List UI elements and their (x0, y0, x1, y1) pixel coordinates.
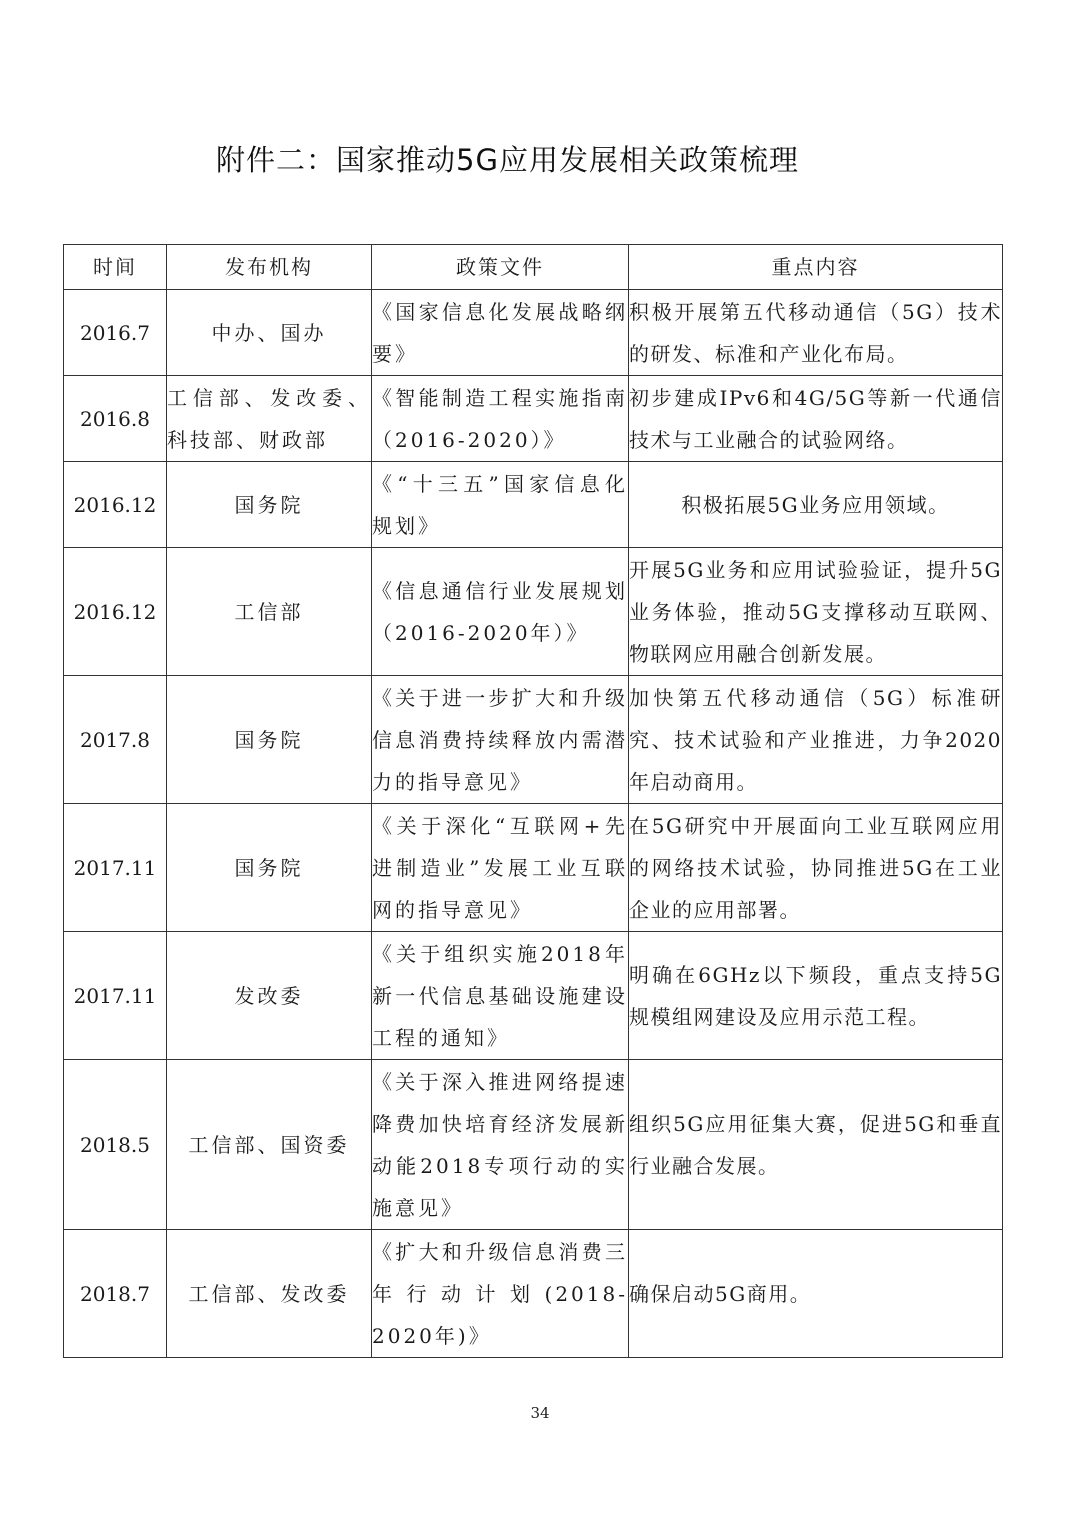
cell-date: 2016.12 (64, 462, 167, 548)
cell-org: 中办、国办 (167, 290, 372, 376)
column-header-org: 发布机构 (167, 245, 372, 290)
table-header-row (64, 245, 1003, 290)
cell-key: 积极拓展5G业务应用领域。 (629, 462, 1003, 548)
cell-org: 发改委 (167, 932, 372, 1060)
cell-doc: 《智能制造工程实施指南（2016-2020）》 (372, 376, 629, 462)
cell-doc: 《“十三五”国家信息化规划》 (372, 462, 629, 548)
cell-key: 组织5G应用征集大赛，促进5G和垂直行业融合发展。 (629, 1060, 1003, 1230)
table-row (64, 1060, 1003, 1230)
cell-org: 国务院 (167, 462, 372, 548)
cell-doc: 《关于深化“互联网+先进制造业”发展工业互联网的指导意见》 (372, 804, 629, 932)
cell-date: 2016.7 (64, 290, 167, 376)
cell-org: 国务院 (167, 676, 372, 804)
cell-key: 确保启动5G商用。 (629, 1230, 1003, 1358)
cell-doc: 《关于进一步扩大和升级信息消费持续释放内需潜力的指导意见》 (372, 676, 629, 804)
policy-table (63, 244, 1003, 1358)
table-row (64, 290, 1003, 376)
page-number: 34 (530, 1404, 550, 1422)
cell-key: 开展5G业务和应用试验验证，提升5G业务体验，推动5G支撑移动互联网、物联网应用融合创新发展。 (629, 548, 1003, 676)
cell-doc: 《扩大和升级信息消费三年行动计划(2018-2020年)》 (372, 1230, 629, 1358)
cell-doc: 《关于深入推进网络提速降费加快培育经济发展新动能2018专项行动的实施意见》 (372, 1060, 629, 1230)
cell-org: 工信部、发改委 (167, 1230, 372, 1358)
table-row (64, 462, 1003, 548)
cell-date: 2018.7 (64, 1230, 167, 1358)
cell-org: 国务院 (167, 804, 372, 932)
cell-date: 2017.11 (64, 932, 167, 1060)
cell-date: 2017.11 (64, 804, 167, 932)
table-row (64, 1230, 1003, 1358)
cell-org: 工信部 (167, 548, 372, 676)
cell-org: 工信部、国资委 (167, 1060, 372, 1230)
page-title: 附件二：国家推动5G应用发展相关政策梳理 (216, 143, 799, 177)
table-row (64, 376, 1003, 462)
cell-key: 初步建成IPv6和4G/5G等新一代通信技术与工业融合的试验网络。 (629, 376, 1003, 462)
column-header-date: 时间 (64, 245, 167, 290)
cell-doc: 《信息通信行业发展规划（2016-2020年）》 (372, 548, 629, 676)
column-header-key: 重点内容 (629, 245, 1003, 290)
table-row (64, 932, 1003, 1060)
table-row (64, 804, 1003, 932)
cell-key: 在5G研究中开展面向工业互联网应用的网络技术试验，协同推进5G在工业企业的应用部署。 (629, 804, 1003, 932)
cell-key: 积极开展第五代移动通信（5G）技术的研发、标准和产业化布局。 (629, 290, 1003, 376)
cell-date: 2016.12 (64, 548, 167, 676)
table-row (64, 548, 1003, 676)
cell-key: 加快第五代移动通信（5G）标准研究、技术试验和产业推进，力争2020年启动商用。 (629, 676, 1003, 804)
cell-org: 工信部、发改委、科技部、财政部 (167, 376, 372, 462)
cell-date: 2016.8 (64, 376, 167, 462)
cell-date: 2018.5 (64, 1060, 167, 1230)
cell-date: 2017.8 (64, 676, 167, 804)
cell-doc: 《国家信息化发展战略纲要》 (372, 290, 629, 376)
cell-key: 明确在6GHz以下频段，重点支持5G规模组网建设及应用示范工程。 (629, 932, 1003, 1060)
cell-doc: 《关于组织实施2018年新一代信息基础设施建设工程的通知》 (372, 932, 629, 1060)
table-row (64, 676, 1003, 804)
column-header-doc: 政策文件 (372, 245, 629, 290)
